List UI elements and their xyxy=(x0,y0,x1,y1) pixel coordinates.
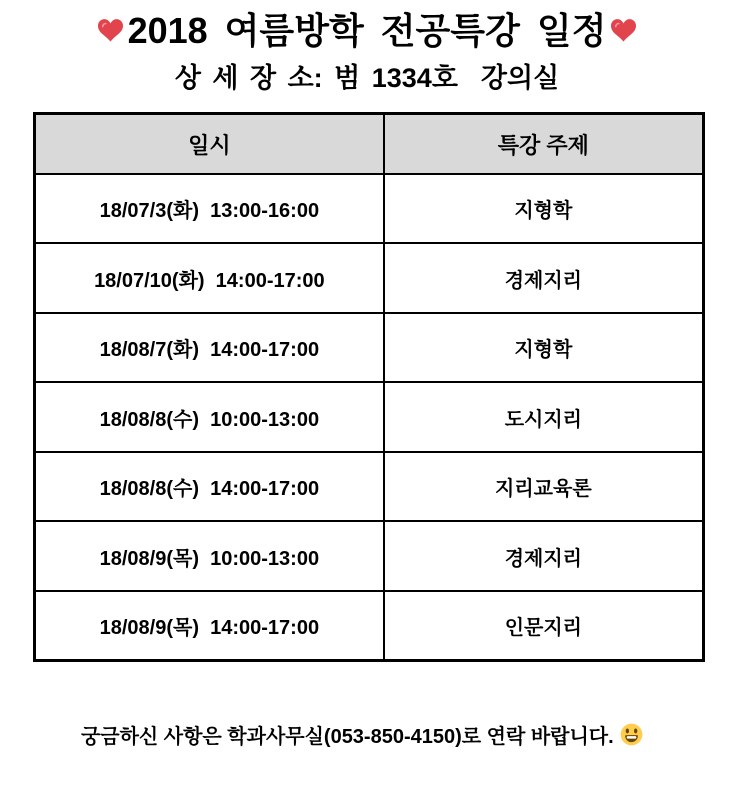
topic-cell: 경제지리 xyxy=(384,521,704,591)
table-row xyxy=(35,382,704,452)
page-title xyxy=(0,8,734,53)
column-header-datetime: 일시 xyxy=(35,114,384,174)
column-header-topic: 특강 주제 xyxy=(384,114,704,174)
topic-cell: 지형학 xyxy=(384,174,704,244)
topic-cell: 인문지리 xyxy=(384,591,704,661)
table-row xyxy=(35,521,704,591)
schedule-table xyxy=(33,112,705,662)
table-header-row xyxy=(35,114,704,174)
datetime-cell: 18/08/9(목) 10:00-13:00 xyxy=(35,521,384,591)
table-row xyxy=(35,174,704,244)
topic-cell: 지리교육론 xyxy=(384,452,704,522)
title-text: 2018 여름방학 전공특강 일정 xyxy=(127,10,607,51)
topic-cell: 도시지리 xyxy=(384,382,704,452)
contact-note-text: 궁금하신 사항은 학과사무실(053-850-4150)로 연락 바랍니다. xyxy=(80,725,614,748)
datetime-cell: 18/08/9(목) 14:00-17:00 xyxy=(35,591,384,661)
topic-cell: 지형학 xyxy=(384,313,704,383)
table-row xyxy=(35,591,704,661)
contact-note xyxy=(0,677,734,792)
datetime-cell: 18/07/10(화) 14:00-17:00 xyxy=(35,243,384,313)
datetime-cell: 18/08/8(수) 14:00-17:00 xyxy=(35,452,384,522)
table-row xyxy=(35,313,704,383)
datetime-cell: 18/07/3(화) 13:00-16:00 xyxy=(35,174,384,244)
heart-icon xyxy=(611,19,636,42)
location-subtitle: 상 세 장 소: 범 1334호 강의실 xyxy=(174,63,560,93)
grinning-face-emoji xyxy=(620,677,653,792)
datetime-cell: 18/08/8(수) 10:00-13:00 xyxy=(35,382,384,452)
table-row xyxy=(35,243,704,313)
datetime-cell: 18/08/7(화) 14:00-17:00 xyxy=(35,313,384,383)
topic-cell: 경제지리 xyxy=(384,243,704,313)
heart-icon xyxy=(98,19,123,42)
table-row xyxy=(35,452,704,522)
